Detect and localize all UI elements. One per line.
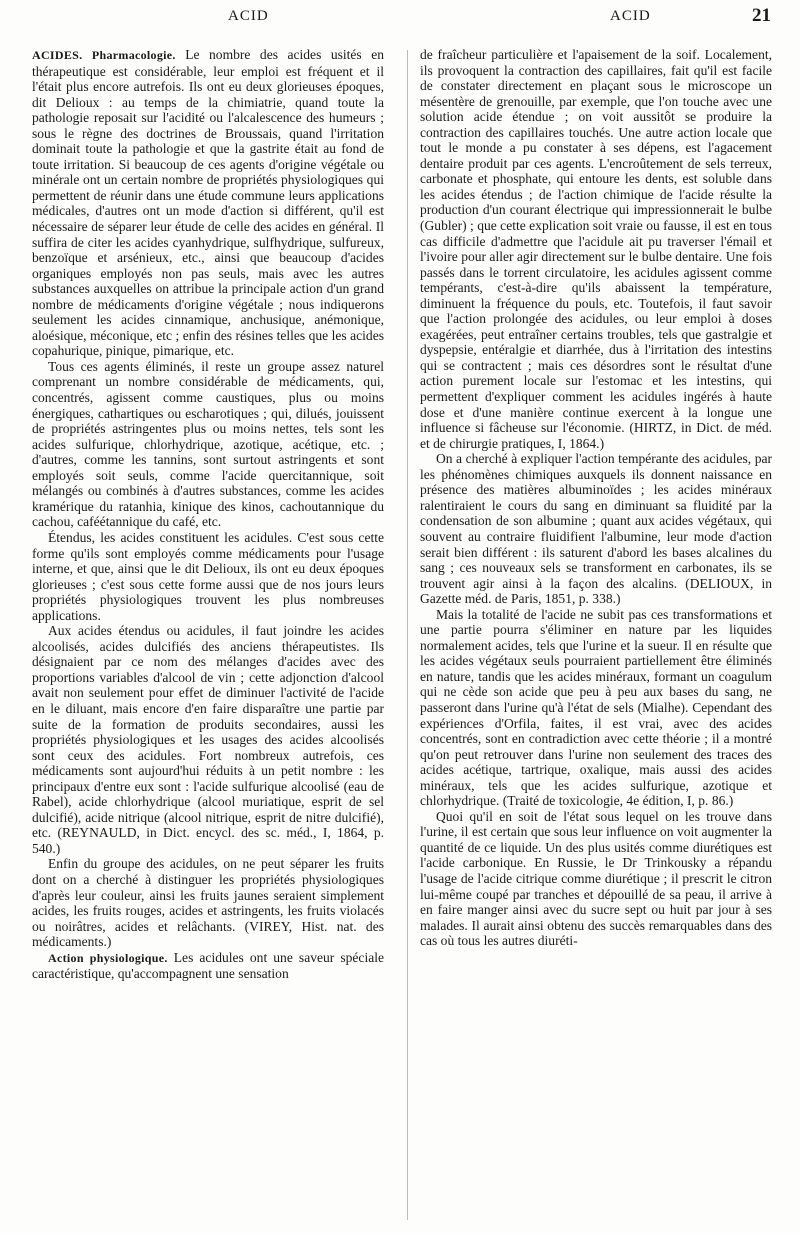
running-head-left: ACID (228, 8, 269, 24)
left-paragraph-2: Tous ces agents éliminés, il reste un groupe assez naturel comprenant un nombre considérable de médicaments, qui, concentrés, agissent comme caustiques, plus ou moins énergiques, cathartiques ou escharotiques ; qui, dilués, jouissent de propriétés astringentes plus ou moins nettes, tels sont les acides sulfurique, chlorhydrique, azotique, acétique, etc. ; d'autres, comme les tannins, sont surtout astringents et sont employés soit seuls, comme l'acide quercitannique, soit mélangés ou combinés à d'autres substances, comme les acides kramérique du ratanhia, kinique des kinos, cachoutannique du cachou, caféétannique du café, etc. (32, 358, 384, 530)
left-paragraph-3: Étendus, les acides constituent les acidules. C'est sous cette forme qu'ils sont employés comme médicaments pour l'usage interne, et que, ainsi que le dit Delioux, ils ont eu deux époques glorieuses ; c'est sous cette forme aussi que de nos jours leurs propriétés physiologiques trouvent les plus nombreuses applications. (32, 529, 384, 623)
right-paragraph-1: de fraîcheur particulière et l'apaisement de la soif. Localement, ils provoquent la contraction des capillaires, fait qu'il est facile de constater directement en plaçant sous le microscope un mésentère de grenouille, par exemple, que l'on touche avec une solution acide étendue ; on voit aussitôt se produire la contraction des capillaires touchés. Une autre action locale que tout le monde a pu constater à ses dépens, est l'agacement dentaire produit par ces agents. L'encroûtement de sels terreux, carbonate et phosphate, qui entoure les dents, est soluble dans les acides étendus ; de l'action chimique de l'acide résulte la production d'un courant électrique qui impressionnerait le bulbe (Gubler) ; que cette explication soit vraie ou fausse, il est en tous cas difficile d'admettre que l'acidule ait pu traverser l'émail et l'ivoire pour aller agir directement sur le bulbe dentaire. Une fois passés dans le torrent circulatoire, les acidules agissent comme tempérants, c'est-à-dire qu'ils abaissent la température, diminuent la fréquence du pouls, etc. Toutefois, il faut savoir que l'action prolongée des acidules, ou leur emploi à doses exagérées, peut entraîner certains troubles, tels que gastralgie et dyspepsie, entéralgie et diarrhée, dus à l'irritation des intestins qui se contractent ; mais ces désordres sont le résultat d'une action purement locale sur l'estomac et les intestins, qui permettent d'expliquer comment les acidules ingérés à haute dose et d'une manière continue exercent à la longue une influence si fâcheuse sur l'économie. (HIRTZ, in Dict. de méd. et de chirurgie pratiques, I, 1864.) (420, 47, 772, 451)
section-heading: Action physiologique. (48, 950, 168, 965)
left-paragraph-5: Enfin du groupe des acidules, on ne peut séparer les fruits dont on a cherché à distinguer les propriétés physiologiques d'après leur couleur, ainsi les fruits jaunes seraient simplement acides, les fruits rouges, acides et astringents, les fruits violacés ou noirâtres, acides et relâchants. (VIREY, Hist. nat. des médicaments.) (32, 856, 384, 950)
right-paragraph-3: Mais la totalité de l'acide ne subit pas ces transformations et une partie pourra s'éliminer en nature par les liquides normalement acides, tels que l'urine et la sueur. Il en résulte que les acides végétaux seuls pourraient partiellement être éliminés en nature, tandis que les acides minéraux, formant un coagulum qui ne cède son acide que peu à peu aux bases du sang, ne passeront dans l'urine qu'à l'état de sels (Mialhe). Cependant des expériences d'Orfila, faites, il est vrai, avec des acides concentrés, sont en contradiction avec cette théorie ; il a montré qu'on peut retrouver dans l'urine non seulement des traces des acides acétique, tartrique, oxalique, mais aussi des acides minéraux, tels que les acides sulfurique, azotique et chlorhydrique. (Traité de toxicologie, 4e édition, I, p. 86.) (420, 606, 772, 809)
right-column (420, 47, 772, 949)
paragraph-text: Le nombre des acides usités en thérapeutique est considérable, leur emploi est fréquent et il l'était plus encore autrefois. Ils ont eu deux glorieuses époques, dit Delioux : au temps de la chimiatrie, quand toute la pathologie reposait sur l'acidité ou l'alcalescence des humeurs ; sous le règne des doctrines de Broussais, quand l'irritation dominait toute la pathologie et que la gastrite était au fond de toute irritation. Si beaucoup de ces agents d'origine végétale ou minérale ont un certain nombre de propriétés physiologiques qui permettent de réunir dans une étude commune leurs applications médicales, d'autres ont un mode d'action si différent, qu'il est nécessaire de séparer leur étude de celle des acides en général. Il suffira de citer les acides cyanhydrique, sulfhydrique, sulfureux, benzoïque et arsénieux, etc., ainsi que beaucoup d'acides organiques employés non pas seuls, mais avec les autres substances auxquelles on attribue la principale action d'un grand nombre de médicaments d'origine végétale ; nous indiquerons seulement les acides cinnamique, anchusique, anémonique, aloésique, méconique, etc ; enfin des résines telles que les acides copahurique, pinique, pimarique, etc. (32, 47, 385, 359)
left-paragraph-4: Aux acides étendus ou acidules, il faut joindre les acides alcoolisés, acides dulcifiés des anciens thérapeutistes. Ils désignaient par ce nom des mélanges d'acides avec des proportions variables d'alcool de vin ; cette adjonction d'alcool avait non seulement pour effet de diminuer l'activité de l'acide en le diluant, mais encore d'en faire disparaître une partie par suite de la formation de produits secondaires, aussi les propriétés physiologiques et les usages des acides alcoolisés sont ceux des acidules. Fort nombreux autrefois, ces médicaments sont aujourd'hui réduits à un petit nombre : les principaux d'entre eux sont : l'acide sulfurique alcoolisé (eau de Rabel), acide chlorhydrique (alcool muriatique, esprit de sel dulcifié), acide nitrique (alcool nitrique, esprit de nitre dulcifié), etc. (REYNAULD, in Dict. encycl. des sc. méd., I, 1864, p. 540.) (32, 623, 384, 856)
left-column (32, 47, 384, 982)
column-divider (407, 50, 408, 1220)
running-head-right: ACID (610, 8, 651, 24)
paragraph-text: Les acidules ont une saveur spéciale caractéristique, qu'accompagnent une sensation (32, 949, 384, 982)
page-header (0, 0, 800, 40)
right-paragraph-4: Quoi qu'il en soit de l'état sous lequel on les trouve dans l'urine, il est certain que sous leur influence on voit augmenter la quantité de ce liquide. Un des plus usités comme diurétiques est l'acide carbonique. En Russie, le Dr Trinkousky a répandu l'usage de l'acide citrique comme diurétique ; il prescrit le citron lui-même coupé par tranches et dépouillé de sa peau, il arrive à en faire manger ainsi avec du sucre sept ou huit par jour à ses malades. Il aurait ainsi obtenu des succès remarquables dans des cas où tous les autres diuréti- (420, 808, 772, 949)
right-paragraph-2: On a cherché à expliquer l'action tempérante des acidules, par les phénomènes chimiques auxquels ils donnent naissance en présence des matières albuminoïdes ; les acides minéraux ralentiraient le cours du sang en diminuant sa fluidité par la condensation de son albumine ; quant aux acides végétaux, qui souvent au contraire fluidifient l'albumine, leur mode d'action serait bien différent : ils saturent d'abord les bases alcalines du sang ; ces nouveaux sels se transforment en carbonates, ils se trouvent agir ainsi à la façon des alcalins. (DELIOUX, in Gazette méd. de Paris, 1851, p. 338.) (420, 451, 772, 607)
left-paragraph-6 (32, 950, 384, 982)
left-paragraph-1 (32, 47, 384, 359)
entry-heading: ACIDES. Pharmacologie. (32, 48, 176, 62)
page-number: 21 (752, 5, 771, 26)
